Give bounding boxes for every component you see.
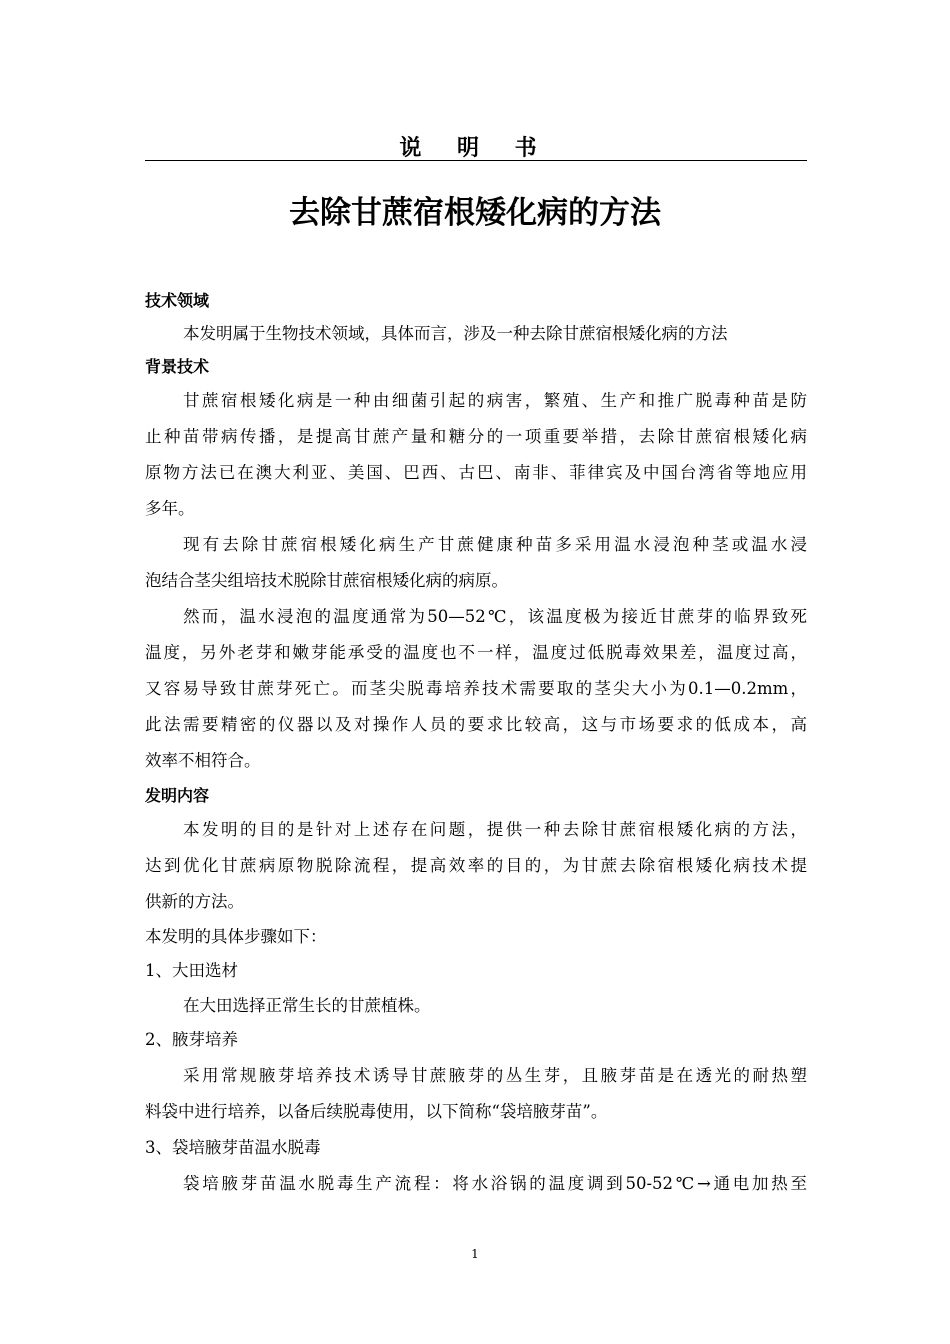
text-line: 现有去除甘蔗宿根矮化病生产甘蔗健康种苗多采用温水浸泡种茎或温水浸 xyxy=(183,535,807,554)
text-line: 3、袋培腋芽苗温水脱毒 xyxy=(145,1138,321,1157)
text-line: 然而，温水浸泡的温度通常为50—52℃，该温度极为接近甘蔗芽的临界致死 xyxy=(183,607,807,626)
text-line: 此法需要精密的仪器以及对操作人员的要求比较高，这与市场要求的低成本，高 xyxy=(145,715,807,734)
text-line: 又容易导致甘蔗芽死亡。而茎尖脱毒培养技术需要取的茎尖大小为0.1—0.2mm， xyxy=(145,679,807,698)
section-heading: 发明内容 xyxy=(145,786,210,805)
section-heading: 技术领域 xyxy=(145,291,210,310)
invention-title: 去除甘蔗宿根矮化病的方法 xyxy=(289,195,661,231)
text-line: 温度，另外老芽和嫩芽能承受的温度也不一样，温度过低脱毒效果差，温度过高， xyxy=(145,643,807,662)
text-line: 效率不相符合。 xyxy=(145,751,261,770)
section-heading: 背景技术 xyxy=(145,357,210,376)
header-rule xyxy=(145,160,807,161)
text-line: 止种苗带病传播，是提高甘蔗产量和糖分的一项重要举措，去除甘蔗宿根矮化病 xyxy=(145,427,807,446)
document-body xyxy=(145,284,807,1202)
text-line: 达到优化甘蔗病原物脱除流程，提高效率的目的，为甘蔗去除宿根矮化病技术提 xyxy=(145,856,807,875)
page-number: 1 xyxy=(471,1247,479,1261)
document-type-title: 说 明 书 xyxy=(399,136,551,161)
text-line: 本发明属于生物技术领域，具体而言，涉及一种去除甘蔗宿根矮化病的方法 xyxy=(183,324,728,343)
text-line: 多年。 xyxy=(145,499,195,518)
text-line: 料袋中进行培养，以备后续脱毒使用，以下简称“袋培腋芽苗”。 xyxy=(145,1102,608,1121)
text-line: 供新的方法。 xyxy=(145,892,244,911)
text-line: 原物方法已在澳大利亚、美国、巴西、古巴、南非、菲律宾及中国台湾省等地应用 xyxy=(145,463,807,482)
text-line: 泡结合茎尖组培技术脱除甘蔗宿根矮化病的病原。 xyxy=(145,571,508,590)
text-line: 采用常规腋芽培养技术诱导甘蔗腋芽的丛生芽，且腋芽苗是在透光的耐热塑 xyxy=(183,1066,807,1085)
text-line: 本发明的目的是针对上述存在问题，提供一种去除甘蔗宿根矮化病的方法， xyxy=(183,820,807,839)
text-line: 在大田选择正常生长的甘蔗植株。 xyxy=(183,996,431,1015)
text-line: 本发明的具体步骤如下： xyxy=(145,927,327,946)
text-line: 袋培腋芽苗温水脱毒生产流程：将水浴锅的温度调到50-52℃→通电加热至 xyxy=(183,1174,807,1193)
text-line: 甘蔗宿根矮化病是一种由细菌引起的病害，繁殖、生产和推广脱毒种苗是防 xyxy=(183,391,807,410)
text-line: 1、大田选材 xyxy=(145,961,238,980)
text-line: 2、腋芽培养 xyxy=(145,1030,238,1049)
